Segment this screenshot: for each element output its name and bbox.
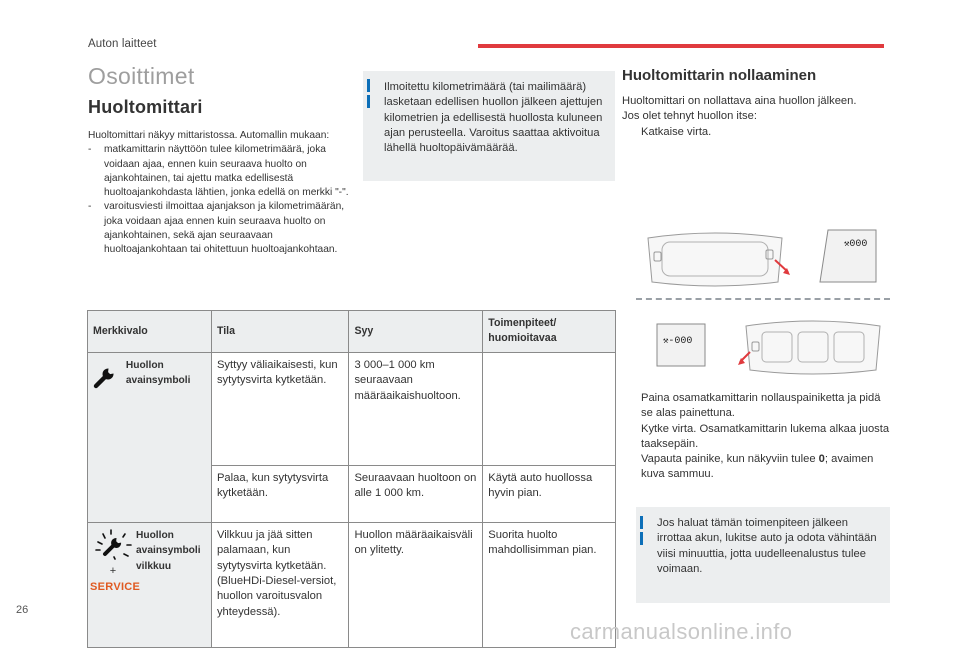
page-subtitle: Huoltomittari	[88, 97, 203, 117]
table-cell: Seuraavaan huoltoon on alle 1 000 km.	[349, 465, 483, 522]
page-title: Osoittimet	[88, 63, 195, 89]
display-zoom-bottom	[655, 322, 707, 373]
watermark: carmanualsonline.info	[570, 619, 793, 644]
flashing-wrench-icon	[93, 551, 133, 563]
reset-steps	[622, 391, 894, 483]
intro-bullet: - matkamittarin näyttöön tulee kilometrimäärä, joka voidaan ajaa, ennen kuin seuraava huolto on ajankohtainen, tai ajettu matka edellisestä huoltoajankohdasta lähtien, jonka edellä on merkki "-".	[88, 144, 349, 199]
warning-light-cell	[88, 522, 212, 647]
section-label: Auton laitteet	[88, 38, 157, 50]
table-row	[88, 352, 616, 465]
table-cell: Vilkkuu ja jää sitten palamaan, kun sytytysvirta kytketään. (BlueHDi-Diesel-versiot, huollon varoitusvalon yhteydessä).	[211, 522, 349, 647]
header-accent-bar	[478, 44, 884, 48]
warning-light-name: Huollon avainsymboli vilkkuu	[136, 529, 201, 572]
table-cell: Huollon määräaikaisväli on ylitetty.	[349, 522, 483, 647]
table-header: Tila	[211, 311, 349, 353]
table-cell: Suorita huolto mahdollisimman pian.	[483, 522, 616, 647]
table-cell	[483, 352, 616, 465]
reset-heading: Huoltomittarin nollaaminen	[622, 67, 817, 84]
instrument-cluster-illustration	[738, 318, 888, 383]
info-icon	[640, 516, 643, 529]
warning-light-table	[87, 310, 616, 648]
table-cell: Käytä auto huollossa hyvin pian.	[483, 465, 616, 522]
divider-dashed	[636, 298, 890, 300]
display-zoom-top	[818, 228, 878, 289]
info-note	[636, 507, 890, 603]
table-header: Toimenpiteet/ huomioitavaa	[483, 311, 616, 353]
intro-bullet: - varoitusviesti ilmoittaa ajanjakson ja kilometrimäärän, joka voidaan ajaa ennen kuin seuraava huolto on ajankohtainen, sekä ajan seuraavaan huoltoajankohtaan tai ohitettuun huoltoajankohtaan.	[88, 201, 345, 256]
table-header: Merkkivalo	[88, 311, 212, 353]
page-number: 26	[16, 604, 29, 616]
instrument-cluster-illustration	[640, 230, 790, 295]
plus-sign: +	[109, 565, 117, 578]
warning-light-name: Huollon avainsymboli	[125, 359, 191, 387]
info-note-text: Jos haluat tämän toimenpiteen jälkeen irrottaa akun, lukitse auto ja odota vähintään viisi minuuttia, jotta uudelleenalustus tulee voimaan.	[657, 517, 877, 575]
info-icon	[367, 79, 370, 92]
table-header-row	[88, 311, 616, 353]
table-cell: Palaa, kun sytytysvirta kytketään.	[211, 465, 349, 522]
table-row	[88, 522, 616, 647]
step-item: Vapauta painike, kun näkyviin tulee 0; avaimen kuva sammuu.	[641, 453, 874, 481]
intro-text-block	[88, 129, 356, 258]
display-value: 000	[849, 239, 868, 250]
reset-intro: Huoltomittari on nollattava aina huollon jälkeen. Jos olet tehnyt huollon itse: Katkaise virta.	[622, 94, 892, 140]
service-icon: SERVICE	[90, 581, 141, 594]
display-value: -000	[668, 336, 693, 347]
wrench-icon: ⚒	[663, 336, 669, 346]
wrench-icon	[92, 381, 118, 393]
step-item: Katkaise virta.	[641, 125, 712, 138]
wrench-icon: ⚒	[844, 239, 850, 249]
info-note	[363, 71, 615, 181]
warning-light-cell	[88, 352, 212, 522]
table-cell: Syttyy väliaikaisesti, kun sytytysvirta kytketään.	[211, 352, 349, 465]
table-header: Syy	[349, 311, 483, 353]
intro-paragraph: Huoltomittari näkyy mittaristossa. Automallin mukaan:	[88, 130, 330, 141]
step-item: Paina osamatkamittarin nollauspainiketta ja pidä se alas painettuna.	[641, 392, 881, 420]
table-cell: 3 000–1 000 km seuraavaan määräaikaishuoltoon.	[349, 352, 483, 465]
info-note-text: Ilmoitettu kilometrimäärä (tai mailimäärä) lasketaan edellisen huollon jälkeen ajettujen kilometrien ja edellisestä huollosta kuluneen ajan perusteella. Varoitus saattaa aktivoitua lähellä huoltopäivämäärää.	[384, 81, 603, 155]
step-item: Kytke virta. Osamatkamittarin lukema alkaa juosta taaksepäin.	[641, 422, 890, 450]
